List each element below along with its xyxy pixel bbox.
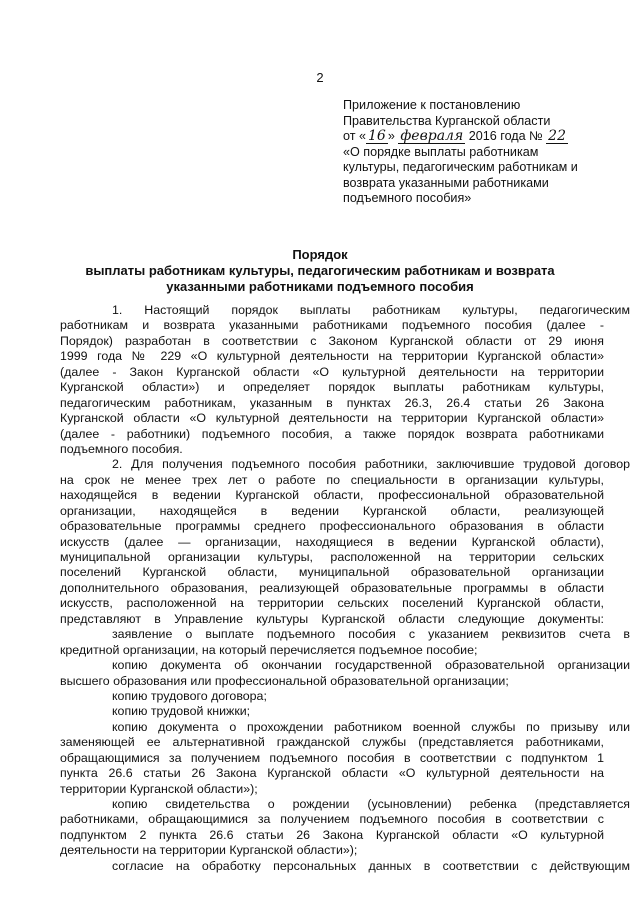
body-line: поселений Курганской области, муниципальной образовательной организации (60, 565, 604, 580)
body-line: (далее - Закон Курганской области «О культурной деятельности на территории (60, 364, 604, 379)
body-line: копию трудового договора; (112, 688, 267, 703)
body-line: деятельности на территории Курганской области»); (60, 843, 358, 858)
body-line: заявление о выплате подъемного пособия с указанием реквизитов счета в (112, 627, 630, 642)
body-line: представляют в Управление культуры Курганской области следующие документы: (60, 611, 604, 626)
date-year: 2016 года № (468, 129, 543, 143)
appendix-title-line: возврата указанными работниками (343, 175, 549, 190)
body-line: муниципальной организации культуры, расположенной на территории сельских (60, 550, 604, 564)
body-line: территории Курганской области»); (60, 781, 258, 796)
page-number: 2 (316, 70, 324, 85)
body-line: Порядок) разработан в соответствии с Законом Курганской области от 29 июня (60, 333, 604, 348)
body-line: работникам и возврата указанными работниками подъемного пособия (далее - (60, 318, 604, 333)
body-line: дополнительного образования, реализующей образовательные программы в области (60, 580, 604, 595)
body-line: Курганской области «О культурной деятельности на территории Курганской области» (60, 411, 604, 426)
body-line: педагогическим работникам, указанным в пунктах 26.3, 26.4 статьи 26 Закона (60, 395, 604, 410)
body-line: подъемного пособия. (60, 441, 183, 456)
body-line: на срок не менее трех лет о работе по специальности в организации культуры, (60, 472, 604, 487)
body-line: Курганской области») и определяет порядок выплаты работникам культуры, (60, 380, 604, 395)
body-line: обращающимися за получением подъемного пособия в соответствии с подпунктом 1 (60, 750, 604, 765)
body-line: находящейся в ведении Курганской области, профессиональной образовательной (60, 488, 604, 503)
appendix-title-line: культуры, педагогическим работникам и (343, 160, 578, 174)
body-line: пункта 26.6 статьи 26 Закона Курганской области «О культурной деятельности на (60, 766, 604, 781)
body-line: копию трудовой книжки; (112, 704, 251, 719)
body-line: искусств (далее — организации, находящиеся в ведении Курганской области), (60, 534, 604, 549)
body-line: копию документа об окончании государственной образовательной организации (112, 658, 630, 673)
appendix-line: Приложение к постановлению (343, 98, 521, 112)
date-mid: » (387, 129, 395, 143)
body-line: кредитной организации, на который перечисляется подъемное пособие; (60, 642, 478, 657)
body-line: согласие на обработку персональных данных в соответствии с действующим (112, 858, 630, 873)
document-body (60, 303, 630, 874)
handwritten-month: февраля (400, 128, 464, 144)
title-line: указанными работниками подъемного пособия (166, 279, 474, 294)
body-line: заменяющей ее альтернативной гражданской службы (представляется работниками, (60, 735, 604, 750)
appendix-title-line: «О порядке выплаты работникам (343, 144, 539, 159)
body-line: подпунктом 2 пункта 26.6 статьи 26 Закона Курганской области «О культурной (60, 827, 604, 842)
date-prefix: от « (343, 129, 366, 143)
title-line: выплаты работникам культуры, педагогическим работникам и возврата (85, 263, 555, 278)
body-line: 2. Для получения подъемного пособия работники, заключившие трудовой договор (112, 457, 630, 472)
handwritten-number: 22 (548, 128, 566, 144)
handwritten-day: 16 (368, 128, 386, 144)
document-title (60, 247, 580, 295)
title-line: Порядок (292, 247, 348, 262)
body-line: копию свидетельства о рождении (усыновлении) ребенка (представляется (112, 797, 630, 811)
appendix-title-line: подъемного пособия» (343, 191, 472, 205)
body-line: искусств, расположенной на территории сельских поселений Курганской области, (60, 596, 604, 611)
body-line: 1999 года № 229 «О культурной деятельности на территории Курганской области» (60, 349, 604, 364)
body-line: работниками, обращающимися за получением подъемного пособия в соответствии с (60, 812, 604, 827)
body-line: высшего образования или профессиональной образовательной организации; (60, 673, 509, 688)
body-line: 1. Настоящий порядок выплаты работникам культуры, педагогическим (112, 303, 630, 317)
body-line: (далее - работники) подъемного пособия, а также порядок возврата работниками (60, 426, 604, 441)
body-line: копию документа о прохождении работником военной службы по призыву или (112, 719, 630, 734)
appendix-line: Правительства Курганской области (343, 113, 551, 128)
appendix-date-line (343, 129, 623, 145)
appendix-header (343, 98, 623, 207)
body-line: организации, находящейся в ведении Курганской области, реализующей (60, 503, 604, 518)
body-line: образовательные программы среднего профессионального образования в области (60, 519, 604, 534)
